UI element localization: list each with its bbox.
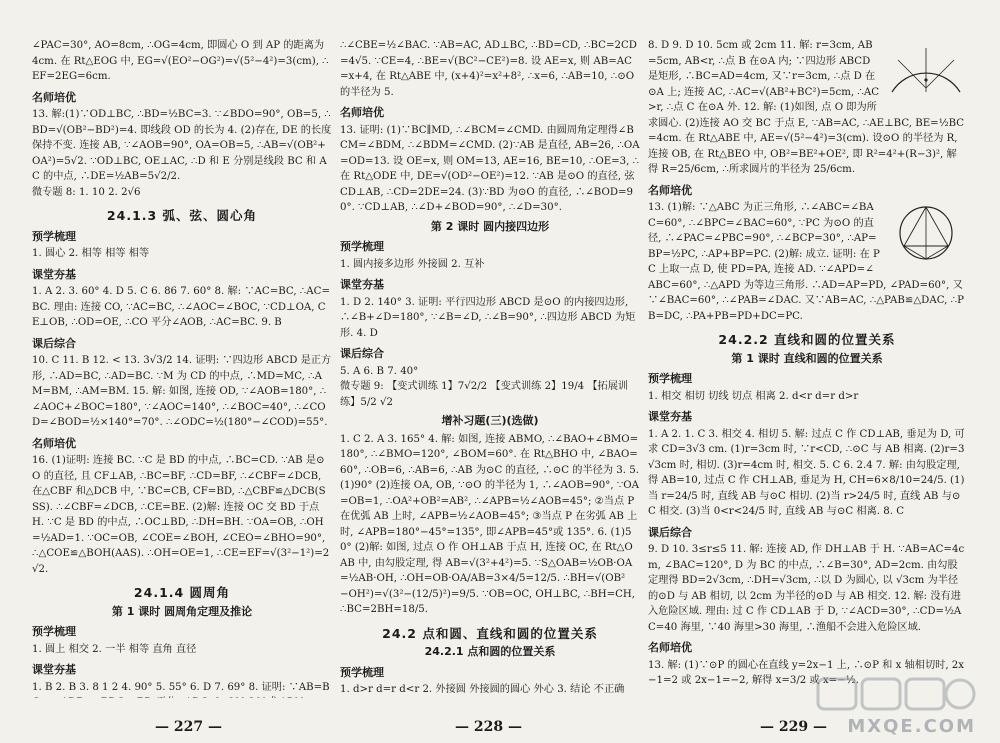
arc-figure-icon <box>886 40 966 102</box>
answer-paragraph: 1. A 2. 1. C 3. 相交 4. 相切 5. 解: 过点 C 作 CD⊥AB, 垂足为 D, 可求 CD=3√3 cm. (1)r=3cm 时, ∵r<CD, ∴⊙C 与 AB 相离. (2)r=3√3cm 时, 相切. (3)r=4cm 时, 相交. 5. C 6. 2.4 7. 解: 由勾股定理, 得 AB=10, 过点 C 作 CH⊥AB, 垂足为 H, CH=6×8/10=24/5. (1)当 r=24/5 时, 直线 AB 与⊙C 相切. (2)当 r>24/5 时, 直线 AB 与⊙C 相交. (3)当 0<r<24/5 时, 直线 AB 与⊙C 相离. 8. C <box>648 428 965 517</box>
section-heading: 预学梳理 <box>340 240 384 253</box>
column-right <box>648 38 966 698</box>
lesson-subtitle: 增补习题(三)(选做) <box>441 414 539 427</box>
section-heading: 课堂夯基 <box>340 278 384 291</box>
answer-paragraph: 9. D 10. 3≤r≤5 11. 解: 连接 AD, 作 DH⊥AB 于 H. ∵AB=AC=4cm, ∠BAC=120°, D 为 BC 的中点, ∴∠B=30°, AD=2cm. 由勾股定理得 BD=2√3cm, ∴DH=√3cm, ∴以 D 为圆心, 以 √3cm 为半径的⊙D 与 AB 相切, 以 2cm 为半径的⊙D 与 AB 相交. 12. 解: 没有进入危险区域. 理由: 过 C 作 CD⊥AB 于 D, ∵∠ACD=30°, ∴CD=½AC=40 海里, ∵40 海里>30 海里, ∴渔船不会进入危险区域. <box>648 544 965 633</box>
section-heading: 名师培优 <box>648 641 692 654</box>
section-heading: 课后综合 <box>648 525 692 539</box>
answer-paragraph: 13. 解:(1)∵OD⊥BC, ∴BD=½BC=3. ∵∠BDO=90°, OB=5, ∴BD=√(OB²−BD²)=4. 即线段 OD 的长为 4. (2)存在, DE 的长度保持不变. 连接 AB, ∵∠AOB=90°, OA=OB=5, ∴AB=√(OB²+OA²)=5√2. ∵OD⊥BC, OE⊥AC, ∴D 和 E 分别是线段 BC 和 AC 的中点, ∴DE=½AB=5√2/2. <box>32 109 332 182</box>
answer-paragraph: 1. 圆心 2. 相等 相等 相等 <box>32 248 150 259</box>
page-number-229: — 229 — <box>760 719 827 735</box>
section-heading: 课堂夯基 <box>32 663 76 676</box>
answer-paragraph: 10. C 11. B 12. < 13. 3√3/2 14. 证明: ∵四边形 ABCD 是正方形, ∴AD=BC, ∴AD=BC. ∵M 为 CD 的中点, ∴MD=MC, ∴AM=BM, ∴AM=BM. 15. 解: 如图, 连接 OD, ∵∠AOB=180°, ∴∠AOC+∠BOC=180°, ∵∠AOC=140°, ∴∠BOC=40°, ∴∠COD=∠BOD=½×140°=70°. ∴∠ODC=½(180°−∠COD)=55°. <box>32 355 332 428</box>
answer-paragraph: ∴∠CBE=½∠BAC. ∵AB=AC, AD⊥BC, ∴BD=CD, ∴BC=2CD=4√5. ∵CE=4, ∴BE=√(BC²−CE²)=8. 设 AE=x, 则 AB=AC=x+4, 在 Rt△ABE 中, (x+4)²=x²+8², ∴x=6, ∴AB=10, ∴⊙O 的半径为 5. <box>340 40 637 98</box>
section-heading: 名师培优 <box>340 106 384 119</box>
page-number-227: — 227 — <box>155 719 222 735</box>
answer-paragraph: 微专题 9: 【变式训练 1】7√2/2 【变式训练 2】19/4 【拓展训练】5/2 √2 <box>340 381 629 408</box>
answer-paragraph: 13. (1)解: ∵△ABC 为正三角形, ∴∠ABC=∠BAC=60°, ∴∠BPC=∠BAC=60°, ∵PC 为⊙O 的直径, ∴∠PAC=∠PBC=90°, ∴∠BCP=30°, ∴AP=BP=½PC, ∴AP+BP=PC. (2)解: 成立. 证明: 在 PC 上取一点 D, 使 PD=PA, 连接 AD. ∵∠APD=∠ABC=60°, ∴△APD 为等边三角形. ∴AD=AP=PD, ∠PAD=60°, 又∵∠BAC=60°, ∴∠PAB=∠DAC. 又∵AB=AC, ∴△PAB≌△DAC, ∴PB=DC, ∴PA+PB=PD+DC=PC. <box>648 202 964 322</box>
section-heading: 课堂夯基 <box>648 410 692 423</box>
answer-paragraph: 1. B 2. B 3. 8 1 2 4. 90° 5. 55° 6. D 7. 69° 8. 证明: ∵AB=B <box>32 681 330 693</box>
page-number-228: — 228 — <box>455 719 522 735</box>
column-middle <box>340 38 640 698</box>
circle-triangle-figure-icon <box>886 202 966 264</box>
answer-paragraph: 1. A 2. 3. 60° 4. D 5. C 6. 86 7. 60° 8. 解: ∵AC=BC, ∴AC=BC. 理由: 连接 CO, ∵AC=BC, ∴∠AOC=∠BOC, ∵CD⊥OA, CE⊥OB, ∴OD=OE, ∴CO 平分∠AOB, ∴AC=BC. 9. B <box>32 286 330 328</box>
lesson-subtitle: 第 1 课时 直线和圆的位置关系 <box>731 351 883 365</box>
chapter-title: 24.2.2 直线和圆的位置关系 <box>718 332 896 347</box>
column-left <box>32 38 332 698</box>
section-heading: 名师培优 <box>648 183 692 197</box>
answer-paragraph: 8. D 9. D 10. 5cm 或 2cm 11. 解: r=3cm, AB=5cm, AB<r, ∴点 B 在⊙A 内; ∵四边形 ABCD 是矩形, ∴BC=AD=4cm, 又∵r=3cm, ∴点 D 在⊙A 上; 连接 AC, ∴AC=√(AB²+BC²)=5cm, ∴AC>r, ∴点 C 在⊙A 外. 12. 解: (1)如图, 点 O 即为所求圆心. (2)连接 AO 交 BC 于点 E, ∵AB=AC, ∴AE⊥BC, BE=½BC=4cm. 在 Rt△ABE 中, AE=√(5²−4²)=3(cm). 设⊙O 的半径为 R, 连接 OB, 在 Rt△BEO 中, OB²=BE²+OE², 即 R²=4²+(R−3)², 解得 R=25/6cm, ∴所求圆片的半径为 25/6cm. <box>648 40 965 175</box>
answer-paragraph: 5. A 6. B 7. 40° <box>340 365 419 377</box>
answer-paragraph: 13. 证明: (1)∵BC∥MD, ∴∠BCM=∠CMD. 由圆周角定理得∠BCM=∠BDM, ∴∠BDM=∠CMD. (2)∵AB 是直径, AB=26, ∴OA=OD=13. 设 OE=x, 则 OM=13, AE=16, BE=10, ∴OE=3, ∴在 Rt△ODE 中, DE=√(OD²−OE²)=12. ∵AB 是⊙O 的直径, 弦 CD⊥AB, ∴CD=2DE=24. (3)∵BD 为⊙O 的直径, ∴∠BOD=90°. ∵CD⊥AB, ∴∠D+∠BOD=90°, ∴∠D=30°. <box>340 124 640 213</box>
chapter-title: 24.1.4 圆周角 <box>133 585 231 600</box>
answer-paragraph: 微专题 8: 1. 10 2. 2√6 <box>32 186 141 198</box>
section-heading: 课堂夯基 <box>32 267 76 281</box>
answer-paragraph: 1. 圆上 相交 2. 一半 相等 直角 直径 <box>32 643 197 655</box>
section-heading: 名师培优 <box>32 436 76 450</box>
answer-paragraph: 13. 解: (1)∵⊙P 的圆心在直线 y=2x−1 上, ∴⊙P 和 x 轴相切时, 2x−1=2 或 2x−1=−2, 解得 x=3/2 或 x=−½. <box>648 659 965 686</box>
lesson-subtitle: 第 1 课时 圆周角定理及推论 <box>111 604 253 618</box>
answer-paragraph: ∠PAC=30°, AO=8cm, ∴OG=4cm, 即圆心 O 到 AP 的距离为 4cm. 在 Rt△EOG 中, EG=√(EO²−OG²)=√(5²−4²)=3(cm), ∴EF=2EG=6cm. <box>32 40 329 82</box>
answer-paragraph: 16. (1)证明: 连接 BC. ∵C 是 BD 的中点, ∴BC=CD. ∵AB 是⊙O 的直径, 且 CF⊥AB, ∴BC=BF, ∴CD=BF, ∴∠CBF=∠DCB, 在△CBF 和△DCB 中, ∵BC=CB, CF=BD, ∴△CBF≌△DCB(SSS). ∴∠CBF=∠DCB, ∴CE=BE. (2)解: 连接 OC 交 BD 于点 H. ∵C 是 BD 的中点, ∴OC⊥BD, ∴DH=BH. ∵OA=OB, ∴OH=½AD=1. ∵OC=OB, ∠COE=∠BOH, ∠CEO=∠BHO=90°, ∴△COE≌△BOH(AAS). ∴OH=OE=1, ∴CE=EF=√(3²−1²)=2√2. <box>32 455 330 575</box>
answer-paragraph: 1. C 2. A 3. 165° 4. 解: 如图, 连接 ABMO, ∴∠BAO+∠BMO=180°, ∴∠BMO=120°, ∠BOM=60°. 在 Rt△BHO 中, ∠BAO=60°, ∴OB=6, ∴AB=6, ∴AB 为⊙C 的直径, ∴⊙C 的半径为 3. 5. (1)90° (2)连接 OA, OB, ∵⊙O 的半径为 1, ∴∠AOB=90°, ∵OA=OB=1, ∴OA²+OB²=AB², ∴∠APB=½∠AOB=45°; ②当点 P 在优弧 AB 上时, ∠APB=½∠AOB=45°; ③当点 P 在劣弧 AB 上时, ∠APB=180°−45°=135°, 即∠APB=45°或 135°. 6. (1)50° (2)解: 如图, 过点 O 作 OH⊥AB 于点 H, 连接 OC, 在 Rt△OAB 中, 由勾股定理, 得 AB=√(3²+4²)=5. ∵S△OAB=½OB·OA=½AB·OH, ∴OH=OB·OA/AB=3×4/5=12/5. ∴BH=√(OB²−OH²)=√(3²−(12/5)²)=9/5. ∵OB=OC, OH⊥BC, ∴BH=CH, ∴BC=2BH=18/5. <box>340 433 640 615</box>
lesson-subtitle: 第 2 课时 圆内接四边形 <box>430 219 550 233</box>
section-heading: 课后综合 <box>32 336 76 350</box>
section-heading: 课后综合 <box>340 347 384 360</box>
answer-paragraph: 1. 圆内接多边形 外接圆 2. 互补 <box>340 258 485 270</box>
section-heading: 预学梳理 <box>32 229 76 243</box>
section-heading: 名师培优 <box>32 90 76 104</box>
watermark-text: MXQE.COM <box>847 716 976 737</box>
answer-paragraph: 1. D 2. 140° 3. 证明: 平行四边形 ABCD 是⊙O 的内接四边形, ∴∠B+∠D=180°, ∵∠B=∠D, ∴∠B=90°, ∴四边形 ABCD 为矩形. 4. D <box>340 296 636 339</box>
lesson-subtitle: 24.2.1 点和圆的位置关系 <box>424 645 556 658</box>
section-heading: 预学梳理 <box>32 625 76 638</box>
chapter-title: 24.2 点和圆、直线和圆的位置关系 <box>382 625 598 641</box>
answer-paragraph: 1. 相交 相切 切线 切点 相离 2. d<r d=r d>r <box>648 390 859 402</box>
chapter-title: 24.1.3 弧、弦、圆心角 <box>106 208 258 223</box>
section-heading: 预学梳理 <box>648 372 692 385</box>
answer-paragraph: 1. d>r d=r d<r 2. 外接圆 外接圆的圆心 外心 3. 结论 不正确 <box>340 684 625 695</box>
section-heading: 预学梳理 <box>340 665 384 679</box>
